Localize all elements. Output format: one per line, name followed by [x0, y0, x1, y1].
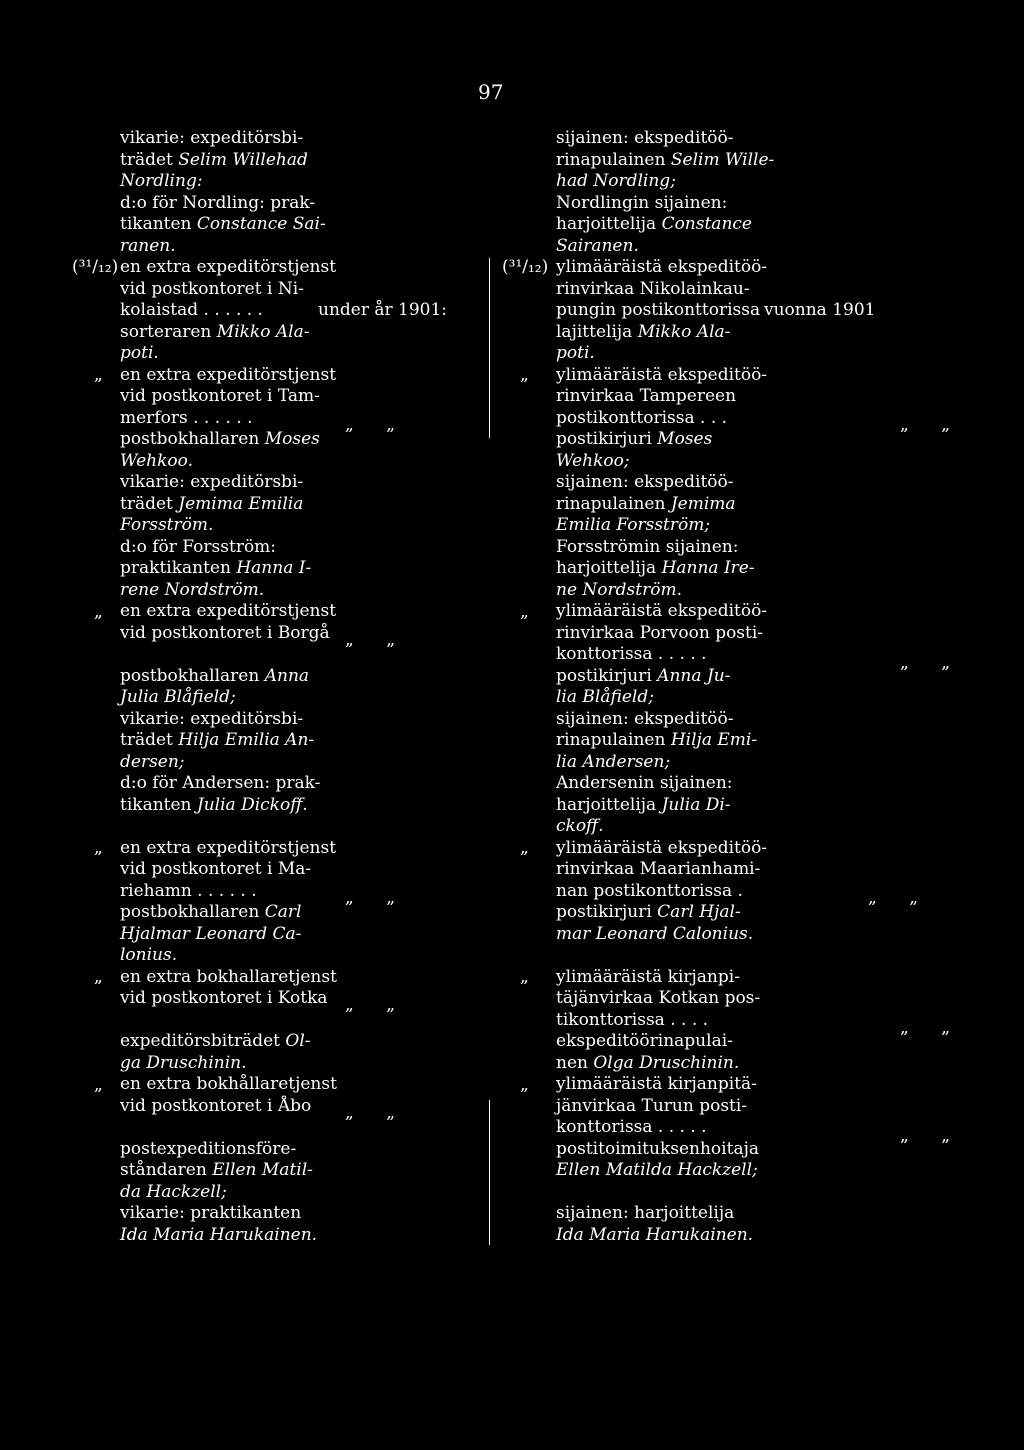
- italic-name-segment: Hanna I-: [236, 558, 312, 578]
- right-period-label: vuonna 1901: [764, 300, 876, 320]
- right-ditto-mark: „: [520, 602, 529, 622]
- left-period-label: under år 1901:: [318, 300, 448, 320]
- right-date-mark: (³¹/₁₂): [502, 257, 549, 277]
- text-segment: rinapulainen: [556, 730, 671, 750]
- italic-name-segment: Selim Willehad: [178, 149, 308, 170]
- italic-name-segment: dersen;: [120, 751, 185, 772]
- text-line: [556, 1225, 756, 1247]
- text-line: [556, 902, 756, 924]
- text-line: [556, 171, 756, 193]
- italic-name-segment: Sairanen.: [556, 235, 639, 256]
- italic-name-segment: Constance Sai-: [196, 214, 326, 234]
- text-segment: postbokhallaren: [120, 429, 265, 449]
- text-line: [556, 1074, 756, 1096]
- text-segment: harjoittelija: [556, 214, 662, 234]
- right-ditto-mark: „: [520, 365, 529, 385]
- text-line: [556, 816, 756, 838]
- text-segment: ylimääräistä kirjanpitä-: [556, 1074, 757, 1094]
- left-date-mark: (³¹/₁₂): [72, 257, 119, 277]
- text-segment: merfors . . . . . .: [120, 407, 253, 428]
- text-line: [556, 1160, 756, 1182]
- text-segment: konttorissa . . . . .: [556, 1117, 707, 1137]
- text-line: [556, 1053, 756, 1075]
- italic-name-segment: Moses: [264, 429, 320, 449]
- text-line: [120, 730, 315, 752]
- text-line: [120, 192, 316, 215]
- text-line: [556, 837, 768, 860]
- text-line: [120, 1031, 310, 1053]
- text-segment: postbokhallaren: [120, 665, 265, 686]
- left-ditto-mark: „: [94, 967, 103, 987]
- text-segment: Forsströmin sijainen:: [556, 536, 739, 557]
- italic-name-segment: lia Andersen;: [556, 751, 671, 772]
- text-line: [120, 236, 310, 258]
- text-segment: riehamn . . . . . .: [120, 880, 257, 901]
- text-line: [120, 364, 337, 387]
- text-line: [556, 666, 756, 688]
- text-line: [556, 859, 761, 881]
- text-line: [120, 128, 310, 150]
- text-segment: rinapulainen: [556, 149, 671, 170]
- text-segment: postikirjuri: [556, 665, 658, 686]
- text-segment: lajittelija: [556, 321, 638, 342]
- text-segment: en extra expeditörstjenst: [120, 601, 337, 621]
- italic-name-segment: Julia Blåfield;: [120, 687, 236, 707]
- text-line: [556, 408, 756, 430]
- left-ditto-mark: „: [94, 602, 103, 622]
- text-segment: sorteraren: [120, 321, 217, 342]
- text-segment: harjoittelija: [556, 794, 662, 815]
- text-line: [120, 966, 337, 989]
- text-segment: en extra expeditörstjenst: [120, 837, 337, 858]
- text-line: [120, 515, 310, 537]
- text-line: [120, 795, 310, 817]
- text-line: [556, 1117, 756, 1139]
- text-segment: tikonttorissa . . . .: [556, 1009, 709, 1030]
- text-line: [120, 1203, 310, 1225]
- italic-name-segment: rene Nordström.: [120, 579, 265, 600]
- text-line: [556, 236, 756, 258]
- text-line: [120, 300, 310, 322]
- right-ditto-pair: „ „: [900, 415, 951, 435]
- text-segment: rinvirkaa Maarianhami-: [556, 859, 761, 879]
- text-line: [556, 429, 756, 451]
- text-line: [120, 1096, 310, 1118]
- text-segment: Nordlingin sijainen:: [556, 192, 728, 213]
- italic-name-segment: Ellen Matil-: [212, 1160, 313, 1180]
- text-line: [120, 1160, 313, 1182]
- text-line: [120, 580, 310, 602]
- text-segment: vikarie: expeditörsbi-: [120, 472, 304, 492]
- right-ditto-mark: „: [520, 838, 529, 858]
- italic-name-segment: poti.: [120, 343, 159, 363]
- text-line: [556, 494, 756, 516]
- text-line: [556, 752, 756, 774]
- text-line: [120, 451, 310, 473]
- text-line: [120, 881, 310, 903]
- text-segment: postikirjuri: [556, 429, 658, 449]
- text-line: [556, 279, 756, 301]
- blank-line: [120, 816, 310, 838]
- text-segment: rinvirkaa Porvoon posti-: [556, 622, 764, 643]
- left-ditto-mark: „: [94, 1075, 103, 1095]
- text-segment: ylimääräistä kirjanpi-: [556, 966, 740, 987]
- finnish-column: [556, 128, 775, 1246]
- text-segment: ylimääräistä ekspeditöö-: [556, 257, 768, 277]
- italic-name-segment: Hilja Emi-: [670, 730, 758, 750]
- text-line: [120, 752, 310, 774]
- blank-line: [120, 1117, 310, 1139]
- blank-line: [120, 644, 310, 666]
- text-segment: trädet: [120, 493, 179, 514]
- text-line: [556, 257, 768, 279]
- text-line: [556, 386, 756, 408]
- text-segment: tikanten: [120, 794, 197, 815]
- text-line: [556, 193, 756, 215]
- text-segment: d:o för Andersen: prak-: [120, 773, 321, 793]
- italic-name-segment: Ida Maria Harukainen.: [556, 1224, 754, 1245]
- italic-name-segment: Olga Druschinin.: [593, 1052, 740, 1073]
- text-segment: postikirjuri: [556, 902, 658, 922]
- text-segment: kolaistad . . . . . .: [120, 300, 263, 320]
- text-segment: en extra bokhållaretjenst: [120, 1074, 337, 1094]
- text-line: [120, 1139, 310, 1161]
- text-segment: postexpeditionsföre-: [120, 1138, 297, 1159]
- text-segment: praktikanten: [120, 558, 237, 578]
- text-line: [556, 730, 756, 752]
- text-segment: vid postkontoret i Ma-: [120, 859, 312, 879]
- text-line: [556, 451, 756, 473]
- text-segment: vid postkontoret i Ni-: [120, 278, 304, 299]
- text-segment: ylimääräistä ekspeditöö-: [556, 837, 768, 858]
- right-ditto-mark: „: [520, 967, 529, 987]
- left-ditto-pair: „ „: [345, 415, 396, 435]
- text-line: [556, 881, 756, 903]
- text-line: [556, 1096, 756, 1118]
- text-segment: rinvirkaa Tampereen: [556, 386, 737, 406]
- text-segment: vikarie: praktikanten: [120, 1203, 302, 1223]
- text-segment: trädet: [120, 149, 179, 170]
- right-ditto-pair: „ „: [868, 888, 919, 908]
- text-segment: trädet: [120, 730, 179, 750]
- italic-name-segment: Nordling:: [120, 171, 203, 191]
- text-line: [556, 795, 756, 817]
- text-line: [120, 1224, 318, 1247]
- italic-name-segment: Ol-: [285, 1031, 311, 1051]
- text-line: [120, 1182, 310, 1204]
- italic-name-segment: Mikko Ala-: [637, 321, 731, 342]
- italic-name-segment: Anna: [264, 665, 310, 686]
- right-ditto-pair: „ „: [900, 1018, 951, 1038]
- text-line: [556, 580, 756, 602]
- left-ditto-pair: „ „: [345, 630, 396, 650]
- italic-name-segment: Mikko Ala-: [216, 321, 310, 342]
- text-segment: expeditörsbiträdet: [120, 1031, 286, 1051]
- left-ditto-pair: „ „: [345, 1103, 396, 1123]
- text-line: [120, 214, 326, 236]
- left-ditto-mark: „: [94, 365, 103, 385]
- text-segment: nan postikonttorissa .: [556, 880, 743, 901]
- italic-name-segment: Julia Dickoff.: [196, 794, 308, 815]
- italic-name-segment: Hanna Ire-: [661, 558, 755, 578]
- italic-name-segment: ranen.: [120, 235, 176, 256]
- text-line: [120, 1053, 310, 1075]
- text-segment: vikarie: expeditörsbi-: [120, 128, 304, 148]
- italic-name-segment: Emilia Forsström;: [556, 515, 711, 535]
- text-segment: nen: [556, 1052, 594, 1073]
- text-line: [556, 687, 756, 709]
- blank-line: [556, 1182, 756, 1204]
- italic-name-segment: Moses: [657, 429, 713, 449]
- italic-name-segment: Constance: [661, 214, 752, 234]
- text-line: [120, 988, 328, 1010]
- italic-name-segment: lonius.: [120, 945, 178, 965]
- italic-name-segment: mar Leonard Calonius.: [556, 923, 754, 944]
- italic-name-segment: Ida Maria Harukainen.: [120, 1224, 318, 1245]
- text-segment: rinvirkaa Nikolainkau-: [556, 278, 750, 299]
- italic-name-segment: Hjalmar Leonard Ca-: [120, 923, 302, 944]
- text-segment: vid postkontoret i Åbo: [120, 1095, 312, 1116]
- text-line: [120, 859, 310, 881]
- text-segment: en extra bokhallaretjenst: [120, 966, 337, 987]
- text-line: [120, 601, 337, 623]
- text-line: [120, 429, 320, 451]
- text-segment: d:o för Nordling: prak-: [120, 192, 316, 213]
- text-line: [556, 343, 756, 365]
- text-segment: postitoimituksenhoitaja: [556, 1138, 759, 1159]
- text-line: [556, 988, 761, 1010]
- italic-name-segment: poti.: [556, 343, 595, 363]
- italic-name-segment: Carl Hjal-: [657, 902, 741, 922]
- italic-name-segment: Julia Di-: [661, 794, 731, 815]
- text-line: [120, 902, 310, 924]
- text-line: [120, 472, 310, 494]
- text-line: [120, 537, 310, 559]
- text-line: [556, 558, 756, 580]
- text-line: [120, 494, 310, 516]
- text-line: [120, 837, 337, 860]
- text-segment: jänvirkaa Turun posti-: [556, 1095, 748, 1116]
- text-segment: vid postkontoret i Borgå: [120, 622, 330, 643]
- text-line: [556, 1010, 756, 1032]
- text-line: [556, 128, 756, 150]
- text-line: [556, 622, 764, 645]
- right-ditto-mark: „: [520, 1075, 529, 1095]
- text-line: [556, 1031, 756, 1053]
- italic-name-segment: ne Nordström.: [556, 579, 682, 600]
- italic-name-segment: had Nordling;: [556, 171, 676, 191]
- italic-name-segment: ckoff.: [556, 816, 604, 836]
- blank-line: [120, 1010, 310, 1032]
- text-segment: ståndaren: [120, 1160, 213, 1180]
- text-segment: harjoittelija: [556, 558, 662, 578]
- text-segment: tikanten: [120, 214, 197, 234]
- text-line: [556, 364, 768, 387]
- text-segment: rinapulainen: [556, 493, 671, 514]
- left-ditto-mark: „: [94, 838, 103, 858]
- text-line: [120, 773, 321, 795]
- text-line: [556, 644, 756, 666]
- italic-name-segment: da Hackzell;: [120, 1181, 227, 1202]
- swedish-column: [120, 128, 337, 1246]
- column-divider-lower: [489, 1100, 490, 1245]
- text-segment: sijainen: ekspeditöö-: [556, 128, 734, 148]
- left-ditto-pair: „ „: [345, 995, 396, 1015]
- text-line: [556, 214, 756, 236]
- text-line: [120, 945, 310, 967]
- italic-name-segment: Wehkoo.: [120, 450, 193, 471]
- text-segment: ylimääräistä ekspeditöö-: [556, 601, 768, 621]
- text-line: [120, 322, 310, 344]
- page-number: 97: [478, 80, 504, 104]
- text-segment: Andersenin sijainen:: [556, 773, 733, 793]
- text-segment: vid postkontoret i Kotka: [120, 988, 328, 1008]
- text-line: [120, 386, 320, 408]
- text-line: [120, 1074, 337, 1096]
- text-line: [556, 472, 756, 494]
- text-segment: ekspeditöörinapulai-: [556, 1031, 733, 1051]
- text-segment: vikarie: expeditörsbi-: [120, 708, 304, 729]
- blank-line: [556, 945, 756, 967]
- text-line: [556, 300, 761, 322]
- italic-name-segment: Hilja Emilia An-: [178, 730, 315, 750]
- italic-name-segment: Carl: [264, 902, 302, 922]
- italic-name-segment: Jemima Emilia: [178, 493, 304, 514]
- text-segment: täjänvirkaa Kotkan pos-: [556, 988, 761, 1008]
- text-line: [556, 1138, 759, 1161]
- text-line: [556, 149, 775, 172]
- text-segment: sijainen: ekspeditöö-: [556, 708, 734, 729]
- text-line: [120, 343, 310, 365]
- text-line: [556, 601, 768, 623]
- text-segment: d:o för Forsström:: [120, 536, 277, 557]
- text-segment: sijainen: ekspeditöö-: [556, 472, 734, 492]
- column-divider-upper: [489, 258, 490, 438]
- text-segment: en extra expeditörstjenst: [120, 364, 337, 385]
- text-line: [120, 279, 310, 301]
- right-ditto-pair: „ „: [900, 1126, 951, 1146]
- italic-name-segment: Anna Ju-: [657, 665, 731, 686]
- text-line: [556, 773, 756, 795]
- text-line: [120, 924, 310, 946]
- italic-name-segment: ga Druschinin.: [120, 1052, 247, 1073]
- text-segment: konttorissa . . . . .: [556, 644, 707, 664]
- text-segment: en extra expeditörstjenst: [120, 257, 337, 277]
- text-line: [120, 622, 330, 645]
- right-ditto-pair: „ „: [900, 653, 951, 673]
- text-line: [120, 171, 310, 193]
- text-segment: ylimääräistä ekspeditöö-: [556, 364, 768, 385]
- text-line: [120, 408, 310, 430]
- text-segment: vid postkontoret i Tam-: [120, 386, 320, 406]
- italic-name-segment: Wehkoo;: [556, 450, 630, 471]
- text-line: [120, 150, 310, 172]
- text-line: [120, 558, 310, 580]
- text-segment: postikonttorissa . . .: [556, 407, 728, 428]
- text-line: [556, 709, 756, 731]
- text-line: [120, 687, 310, 709]
- italic-name-segment: Forsström.: [120, 515, 214, 535]
- text-line: [556, 1203, 756, 1225]
- text-line: [120, 257, 337, 279]
- text-segment: postbokhallaren: [120, 902, 265, 922]
- text-line: [120, 709, 310, 731]
- italic-name-segment: Jemima: [670, 493, 736, 514]
- italic-name-segment: lia Blåfield;: [556, 687, 654, 707]
- italic-name-segment: Selim Wille-: [670, 149, 775, 170]
- text-segment: pungin postikonttorissa: [556, 300, 761, 320]
- text-segment: sijainen: harjoittelija: [556, 1203, 735, 1223]
- left-ditto-pair: „ „: [345, 888, 396, 908]
- italic-name-segment: Ellen Matilda Hackzell;: [556, 1160, 758, 1180]
- text-line: [556, 967, 756, 989]
- text-line: [556, 924, 756, 946]
- text-line: [556, 537, 756, 559]
- text-line: [120, 666, 310, 688]
- text-line: [556, 515, 756, 537]
- text-line: [556, 322, 756, 344]
